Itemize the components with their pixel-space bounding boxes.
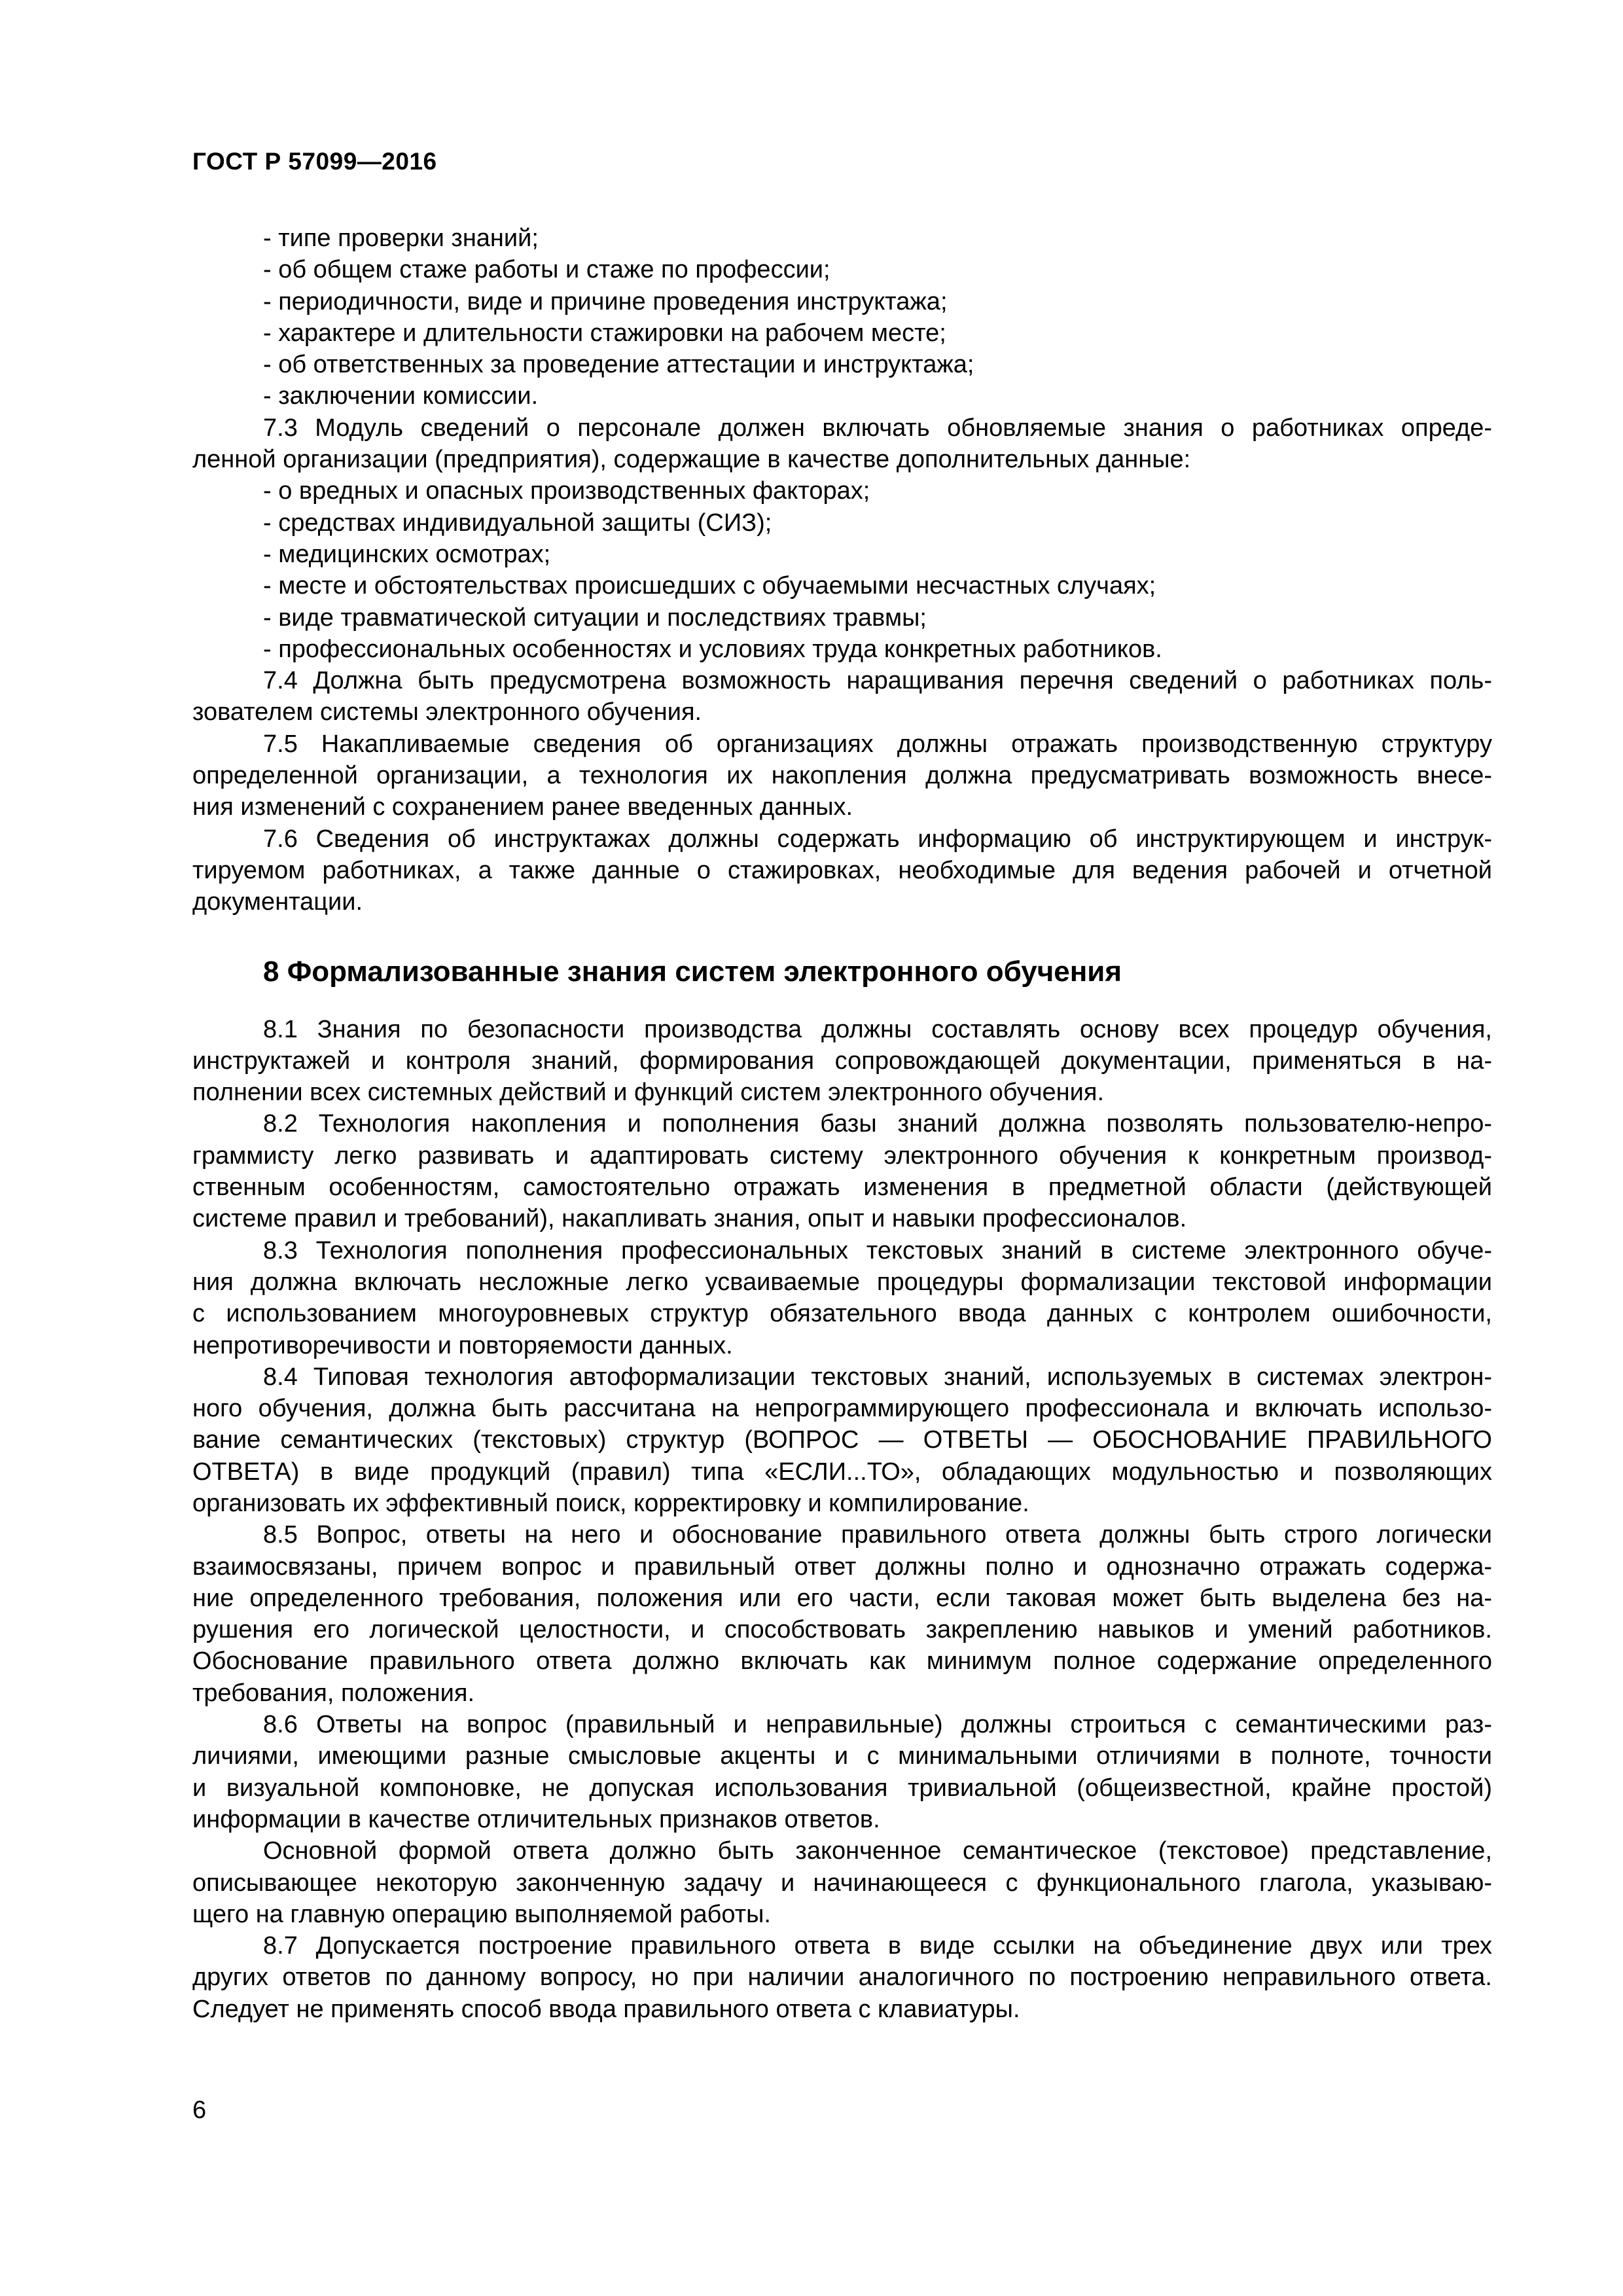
text-line: щего на главную операцию выполняемой работы.: [192, 1900, 771, 1928]
text-line: - об ответственных за проведение аттестации и инструктажа;: [263, 351, 974, 379]
text-line: ния изменений с сохранением ранее введенных данных.: [192, 793, 853, 821]
text-line: - средствах индивидуальной защиты (СИЗ);: [263, 509, 772, 537]
text-line: определенной организации, а технология их накопления должна предусматривать возможность внесе-: [192, 762, 1492, 790]
text-line: - профессиональных особенностях и условиях труда конкретных работников.: [263, 635, 1162, 663]
text-line: описывающее некоторую законченную задачу и начинающееся с функционального глагола, указываю-: [192, 1869, 1492, 1897]
text-line: системе правил и требований), накапливать знания, опыт и навыки профессионалов.: [192, 1205, 1187, 1233]
text-line: - заключении комиссии.: [263, 382, 539, 410]
text-line: информации в качестве отличительных признаков ответов.: [192, 1805, 880, 1833]
text-line: Обоснование правильного ответа должно включать как минимум полное содержание определенного: [192, 1647, 1492, 1676]
text-line: - характере и длительности стажировки на рабочем месте;: [263, 319, 946, 347]
text-line: - об общем стаже работы и стаже по профессии;: [263, 256, 830, 284]
text-line: с использованием многоуровневых структур обязательного ввода данных с контролем ошибочности,: [192, 1300, 1492, 1328]
page-number: 6: [192, 2096, 207, 2124]
text-line: 8.2 Технология накопления и пополнения базы знаний должна позволять пользователю-непро-: [263, 1110, 1492, 1138]
text-line: 8.6 Ответы на вопрос (правильный и неправильные) должны строиться с семантическими раз-: [263, 1711, 1492, 1739]
section-heading: 8 Формализованные знания систем электронного обучения: [263, 955, 1122, 988]
text-line: вание семантических (текстовых) структур (ВОПРОС — ОТВЕТЫ — ОБОСНОВАНИЕ ПРАВИЛЬНОГО: [192, 1426, 1492, 1454]
text-line: инструктажей и контроля знаний, формирования сопровождающей документации, применяться в на-: [192, 1047, 1492, 1075]
text-line: - типе проверки знаний;: [263, 224, 539, 252]
text-line: и визуальной компоновке, не допуская использования тривиальной (общеизвестной, крайне простой): [192, 1774, 1492, 1802]
text-line: ленной организации (предприятия), содержащие в качестве дополнительных данные:: [192, 446, 1191, 474]
text-line: ного обучения, должна быть рассчитана на непрограммирующего профессионала и включать использо-: [192, 1395, 1492, 1423]
text-line: - виде травматической ситуации и последствиях травмы;: [263, 603, 927, 632]
text-line: 8.1 Знания по безопасности производства должны составлять основу всех процедур обучения,: [263, 1015, 1492, 1043]
text-line: 7.6 Сведения об инструктажах должны содержать информацию об инструктирующем и инструк-: [263, 825, 1492, 853]
text-line: - медицинских осмотрах;: [263, 540, 551, 568]
text-line: 8.4 Типовая технология автоформализации текстовых знаний, используемых в системах электрон-: [263, 1363, 1492, 1391]
text-line: 8.7 Допускается построение правильного ответа в виде ссылки на объединение двух или трех: [263, 1932, 1492, 1960]
text-line: 7.5 Накапливаемые сведения об организациях должны отражать производственную структуру: [263, 730, 1492, 758]
text-line: ния должна включать несложные легко усваиваемые процедуры формализации текстовой информации: [192, 1268, 1492, 1296]
text-line: документации.: [192, 888, 363, 916]
text-line: полнении всех системных действий и функций систем электронного обучения.: [192, 1079, 1105, 1107]
text-line: организовать их эффективный поиск, корректировку и компилирование.: [192, 1489, 1029, 1517]
text-line: Следует не применять способ ввода правильного ответа с клавиатуры.: [192, 1995, 1020, 2023]
text-line: ОТВЕТА) в виде продукций (правил) типа «ЕСЛИ...ТО», обладающих модульностью и позволяющих: [192, 1458, 1492, 1486]
text-line: 8.3 Технология пополнения профессиональных текстовых знаний в системе электронного обуче-: [263, 1236, 1492, 1265]
text-line: - периодичности, виде и причине проведения инструктажа;: [263, 287, 948, 315]
text-line: ственным особенностям, самостоятельно отражать изменения в предметной области (действующей: [192, 1174, 1492, 1202]
text-line: 7.3 Модуль сведений о персонале должен включать обновляемые знания о работниках опреде-: [263, 414, 1492, 442]
text-line: взаимосвязаны, причем вопрос и правильный ответ должны полно и однозначно отражать содержа-: [192, 1552, 1492, 1581]
text-line: тируемом работниках, а также данные о стажировках, необходимые для ведения рабочей и отчетной: [192, 856, 1492, 884]
text-line: ние определенного требования, положения или его части, если таковая может быть выделена без на-: [192, 1584, 1492, 1612]
text-line: - о вредных и опасных производственных факторах;: [263, 477, 870, 505]
text-line: 8.5 Вопрос, ответы на него и обоснование правильного ответа должны быть строго логически: [263, 1521, 1492, 1549]
document-body: [192, 223, 1492, 2025]
text-line: рушения его логической целостности, и способствовать закреплению навыков и умений работников.: [192, 1616, 1492, 1644]
text-line: других ответов по данному вопросу, но при наличии аналогичного по построению неправильного ответа.: [192, 1964, 1492, 1992]
text-line: - месте и обстоятельствах происшедших с обучаемыми несчастных случаях;: [263, 572, 1156, 600]
text-line: граммисту легко развивать и адаптировать систему электронного обучения к конкретным производ-: [192, 1141, 1492, 1170]
text-line: личиями, имеющими разные смысловые акценты и с минимальными отличиями в полноте, точности: [192, 1742, 1492, 1770]
text-line: требования, положения.: [192, 1679, 475, 1707]
text-line: зователем системы электронного обучения.: [192, 698, 702, 726]
text-line: 7.4 Должна быть предусмотрена возможность наращивания перечня сведений о работниках поль-: [263, 667, 1492, 695]
document-header: ГОСТ Р 57099—2016: [192, 148, 437, 175]
text-line: Основной формой ответа должно быть законченное семантическое (текстовое) представление,: [263, 1837, 1492, 1865]
text-line: непротиворечивости и повторяемости данных.: [192, 1331, 733, 1359]
